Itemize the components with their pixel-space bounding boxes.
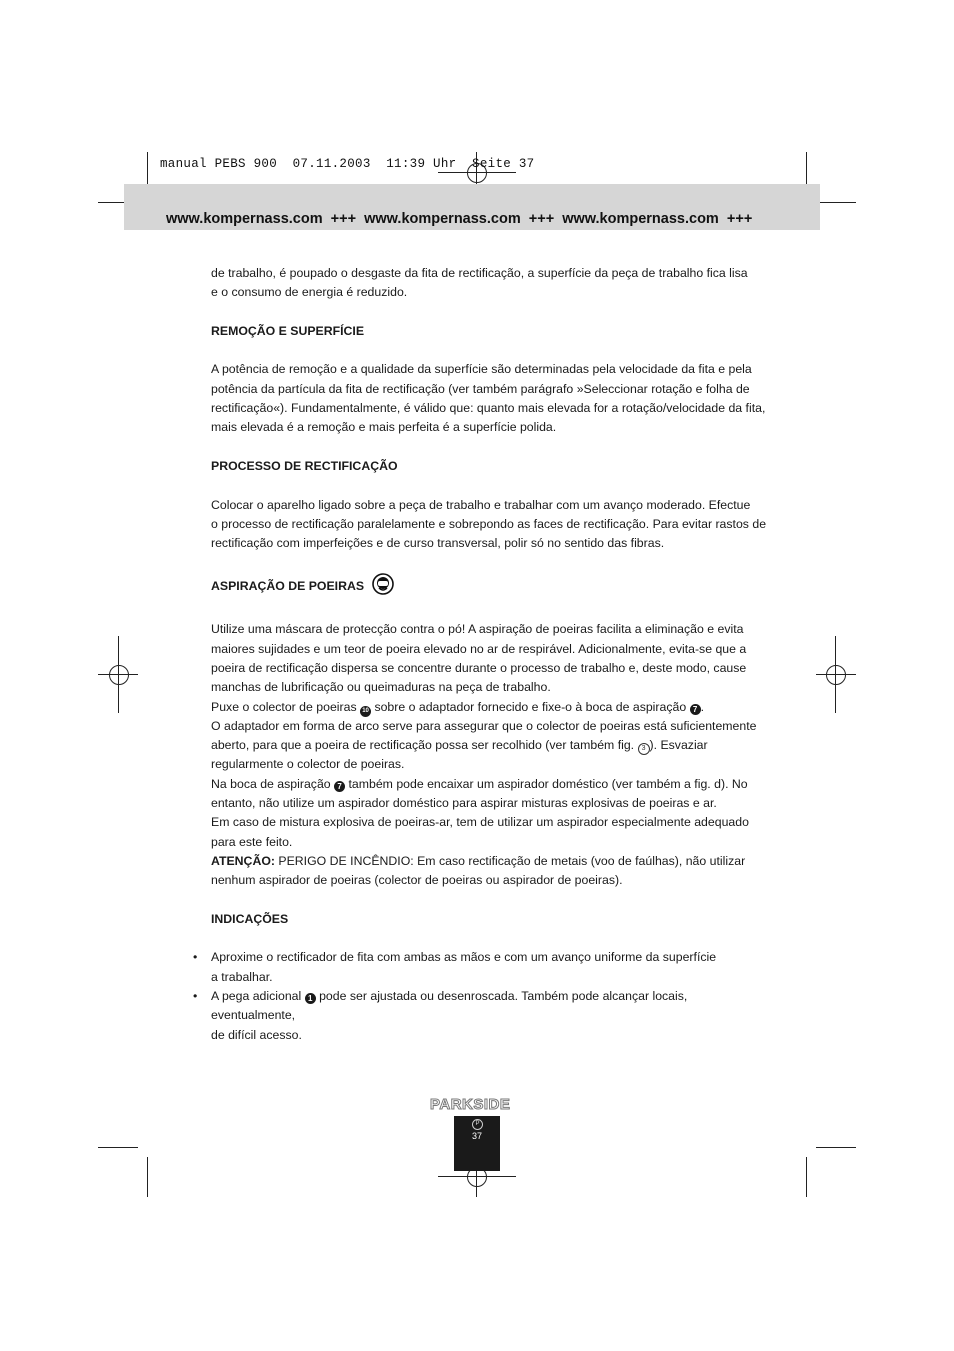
list-item bbox=[193, 987, 771, 1045]
text-run: A pega adicional bbox=[211, 988, 305, 1003]
language-badge: P bbox=[472, 1119, 483, 1130]
registration-mark bbox=[826, 665, 846, 685]
registration-mark bbox=[109, 665, 129, 685]
paragraph-line: a trabalhar. bbox=[211, 969, 273, 984]
crop-mark bbox=[147, 1157, 148, 1197]
paragraph-line: manchas de lubrificação ou queimaduras na peça de trabalho. bbox=[211, 680, 551, 695]
paragraph-line: Colocar o aparelho ligado sobre a peça de trabalho e trabalhar com um avanço moderado. Efectue bbox=[211, 497, 751, 512]
print-slug: manual PEBS 900 07.11.2003 11:39 Uhr Seite 37 bbox=[160, 157, 535, 171]
text-run: . bbox=[700, 699, 705, 714]
list-item bbox=[193, 948, 771, 987]
paragraph-line bbox=[211, 736, 771, 755]
crop-mark bbox=[806, 1157, 807, 1197]
paragraph-line: entanto, não utilize um aspirador doméstico para aspirar misturas explosivas de poeiras e ar. bbox=[211, 796, 717, 811]
paragraph-line: o processo de rectificação paralelamente e sobrepondo as faces de rectificação. Para evitar rastos de bbox=[211, 516, 767, 531]
crop-mark bbox=[816, 1147, 856, 1148]
crop-mark bbox=[98, 1147, 138, 1148]
paragraph-line: de trabalho, é poupado o desgaste da fita de rectificação, a superfície da peça de trabalho fica lisa bbox=[211, 266, 748, 280]
banner-url-strip: www.kompernass.com +++ www.kompernass.com +++ www.kompernass.com +++ bbox=[166, 211, 753, 227]
paragraph-line: de difícil acesso. bbox=[211, 1027, 302, 1042]
bullet-icon: • bbox=[193, 950, 198, 965]
paragraph-line: maiores sujidades e um teor de poeira elevado no ar de respirável. Adicionalmente, evita-se que a bbox=[211, 641, 747, 656]
paragraph-line: nenhum aspirador de poeiras (colector de poeiras ou aspirador de poeiras). bbox=[211, 873, 623, 888]
crop-mark bbox=[816, 202, 856, 203]
paragraph-line bbox=[211, 987, 771, 1026]
paragraph-line: rectificação«). Fundamentalmente, é válido que: quanto mais elevada for a rotação/velocidade da fita, bbox=[211, 401, 766, 416]
bullet-icon: • bbox=[193, 988, 198, 1003]
text-run: Puxe o colector de poeiras bbox=[211, 699, 361, 714]
paragraph-line: poeira de rectificação dispersa se concentre durante o processo de trabalho e, deste modo, cause bbox=[211, 660, 747, 675]
warning-line bbox=[211, 852, 771, 871]
paragraph-line: Utilize uma máscara de protecção contra o pó! A aspiração de poeiras facilita a eliminação e evita bbox=[211, 622, 744, 637]
paragraph-line: e o consumo de energia é reduzido. bbox=[211, 285, 408, 300]
part-ref-7: 7 bbox=[690, 704, 701, 715]
figure-ref-3: 3 bbox=[638, 743, 650, 755]
paragraph-line: mais elevada é a remoção e mais perfeita é a superfície polida. bbox=[211, 420, 557, 435]
warning-label: ATENÇÃO: bbox=[211, 853, 275, 868]
text-run: pode ser ajustada ou desenroscada. Também pode alcançar locais, eventualmente, bbox=[211, 988, 688, 1023]
part-ref-10: 10 bbox=[360, 706, 371, 717]
paragraph-line: regularmente o colector de poeiras. bbox=[211, 757, 405, 772]
paragraph-line: rectificação com imperfeições e de curso transversal, polir só no sentido das fibras. bbox=[211, 536, 665, 551]
page-number: 37 bbox=[471, 1131, 482, 1141]
text-run: aberto, para que a poeira de rectificação possa ser recolhido (ver também fig. bbox=[211, 738, 638, 753]
text-run: também pode encaixar um aspirador doméstico (ver também a fig. d). No bbox=[345, 776, 748, 791]
paragraph-line: A potência de remoção e a qualidade da superfície são determinadas pela velocidade da fita e pela bbox=[211, 362, 752, 377]
paragraph-line: Aproxime o rectificador de fita com ambas as mãos e com um avanço uniforme da superfície bbox=[211, 950, 717, 965]
header-banner bbox=[124, 184, 820, 230]
text-run: Na boca de aspiração bbox=[211, 776, 335, 791]
part-ref-7: 7 bbox=[334, 781, 345, 792]
text-run: PERIGO DE INCÊNDIO: Em caso rectificação de metais (voo de faúlhas), não utilizar bbox=[274, 853, 746, 868]
paragraph-line: Em caso de mistura explosiva de poeiras-ar, tem de utilizar um aspirador especialmente adequado bbox=[211, 815, 749, 830]
part-ref-1: 1 bbox=[305, 993, 316, 1004]
section-heading-remocao: REMOÇÃO E SUPERFÍCIE bbox=[211, 323, 365, 338]
page-tab bbox=[454, 1116, 500, 1171]
paragraph-line bbox=[211, 698, 771, 717]
section-heading-indicacoes: INDICAÇÕES bbox=[211, 911, 289, 926]
text-run: ). Esvaziar bbox=[649, 738, 708, 753]
paragraph-line: potência da partícula da fita de rectificação (ver também parágrafo »Seleccionar rotação e folha de bbox=[211, 381, 750, 396]
text-run: sobre o adaptador fornecido e fixe-o à boca de aspiração bbox=[371, 699, 690, 714]
paragraph-line bbox=[211, 775, 771, 794]
paragraph-line: O adaptador em forma de arco serve para assegurar que o colector de poeiras está suficientemente bbox=[211, 718, 757, 733]
paragraph-line: para este feito. bbox=[211, 834, 293, 849]
body-content bbox=[193, 264, 771, 1045]
section-heading-aspiracao bbox=[211, 573, 771, 601]
heading-text: ASPIRAÇÃO DE POEIRAS bbox=[211, 578, 365, 593]
dust-mask-icon bbox=[372, 573, 394, 601]
section-heading-processo: PROCESSO DE RECTIFICAÇÃO bbox=[211, 458, 398, 473]
brand-logo: PARKSIDE bbox=[430, 1096, 511, 1113]
